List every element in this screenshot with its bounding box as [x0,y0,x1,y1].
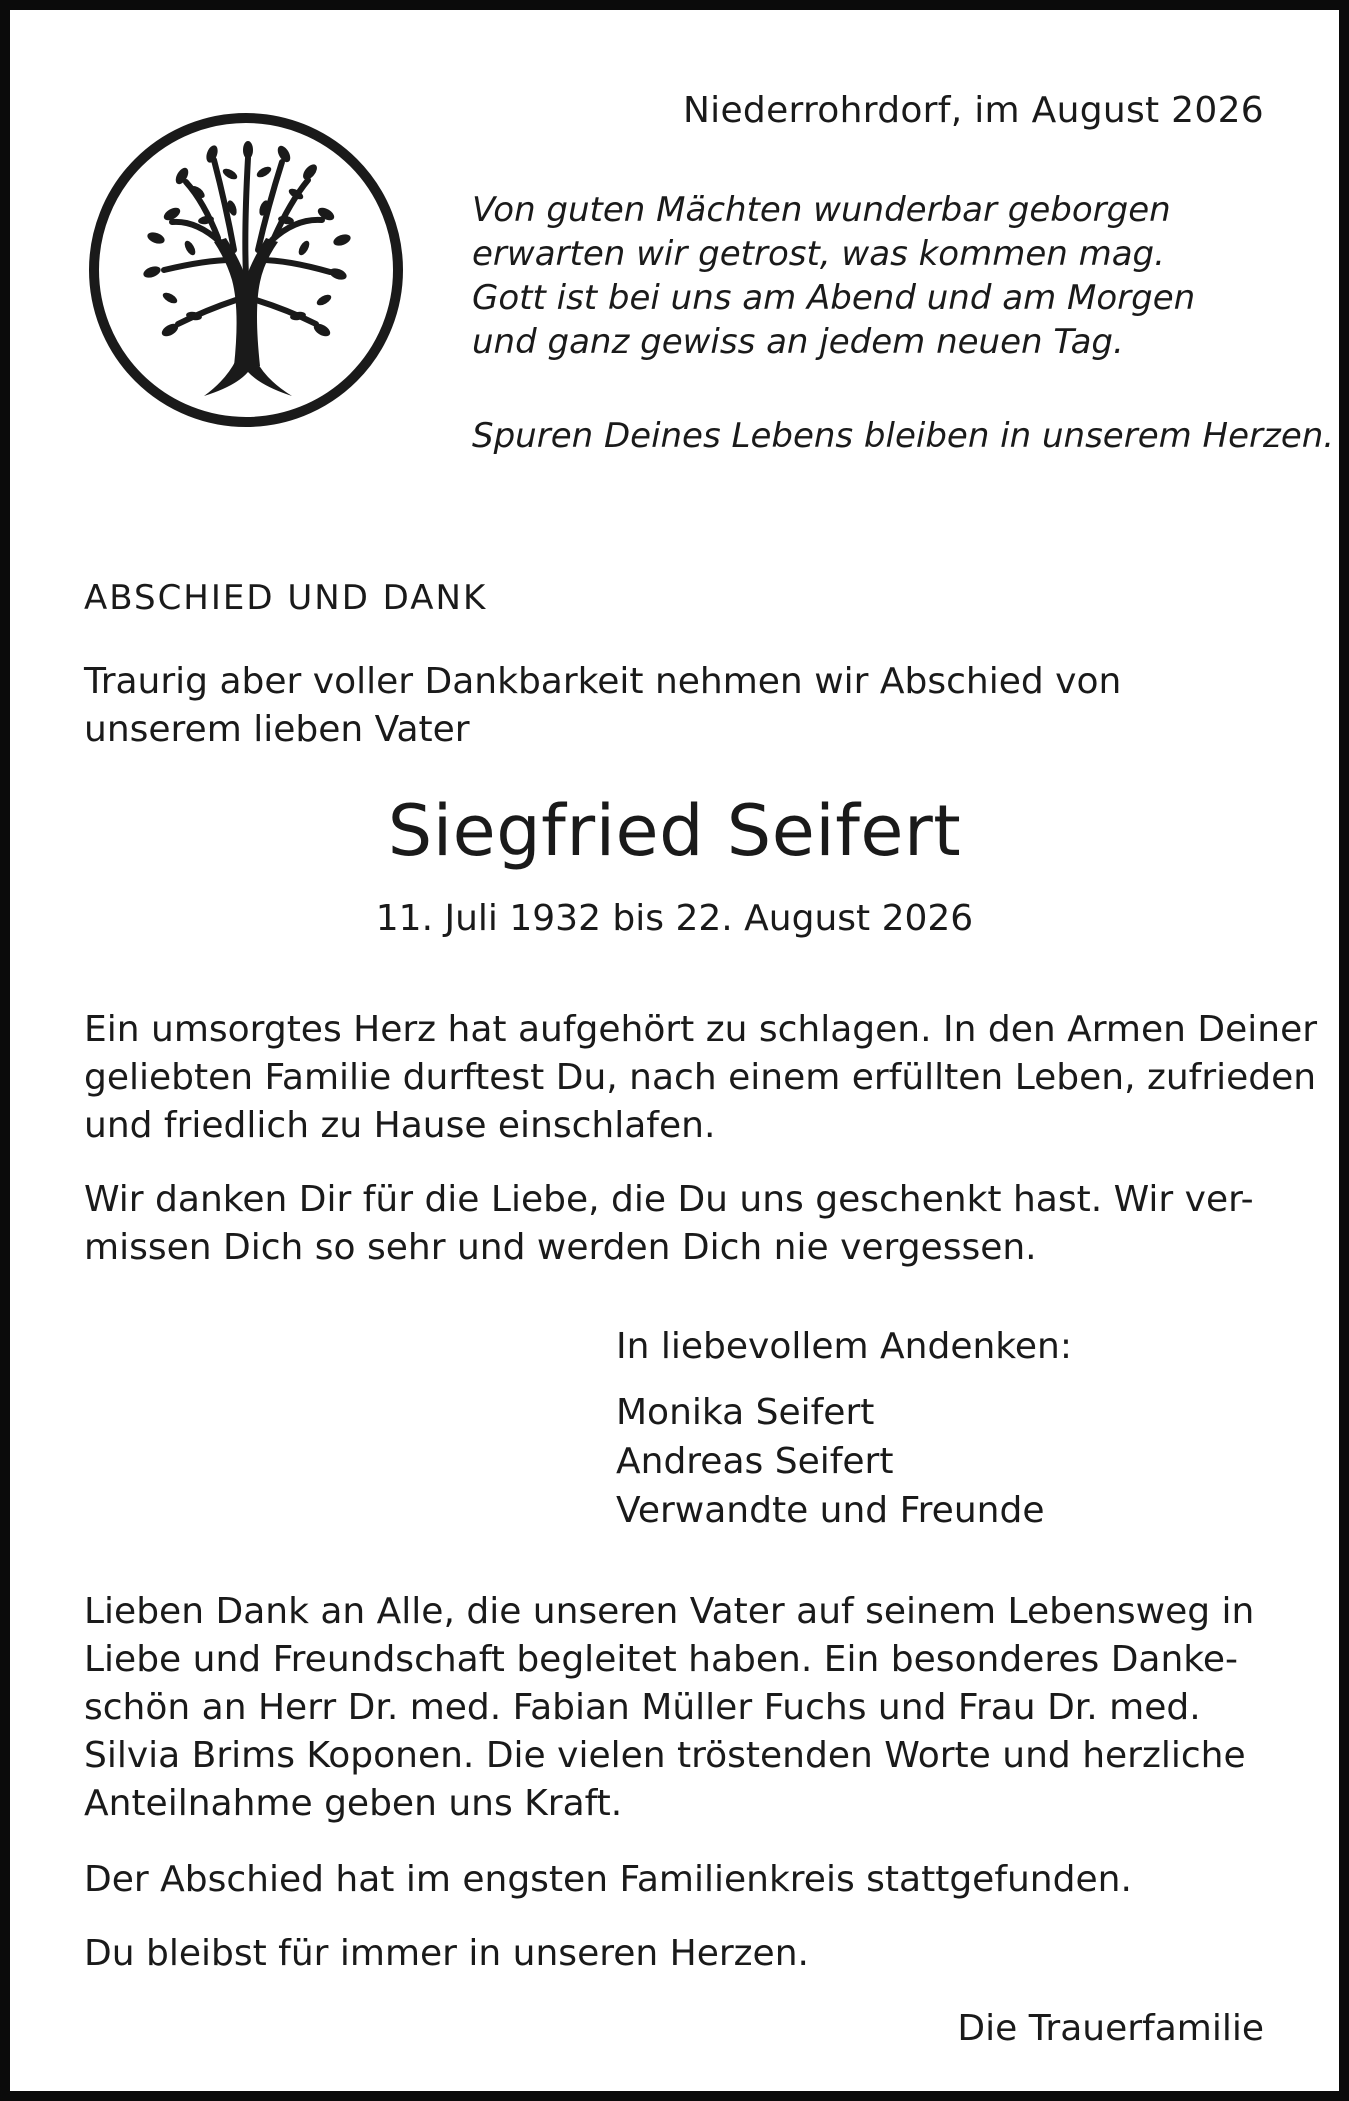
deceased-name: Siegfried Seifert [387,790,962,872]
forever-note: Du bleibst für immer in unseren Herzen. [84,1933,809,1974]
tree-of-life-icon [86,110,406,430]
poem-line: Gott ist bei uns am Abend und am Morgen [472,278,1196,318]
signer-name: Andreas Seifert [616,1441,894,1482]
paragraph-line: schön an Herr Dr. med. Fabian Müller Fuchs und Frau Dr. med. [84,1687,1201,1728]
paragraph-line: missen Dich so sehr und werden Dich nie vergessen. [84,1227,1037,1268]
poem-closing-line: Spuren Deines Lebens bleiben in unserem Herzen. [472,416,1335,456]
paragraph-line: Silvia Brims Koponen. Die vielen tröstenden Worte und herzliche [84,1735,1246,1776]
memory-line: In liebevollem Andenken: [616,1326,1072,1367]
paragraph-line: Liebe und Freundschaft begleitet haben. Ein besonderes Danke- [84,1639,1239,1680]
paragraph-heart [84,1006,1318,1150]
poem-line: Von guten Mächten wunderbar geborgen [472,190,1171,230]
paragraph-gratitude [84,1176,1284,1272]
signer-name: Monika Seifert [616,1392,875,1433]
signer-name: Verwandte und Freunde [616,1490,1045,1531]
paragraph-line: Anteilnahme geben uns Kraft. [84,1783,623,1824]
closing-signature: Die Trauerfamilie [957,2008,1264,2049]
poem-line: erwarten wir getrost, was kommen mag. [472,234,1165,274]
life-dates: 11. Juli 1932 bis 22. August 2026 [375,898,974,939]
paragraph-line: Ein umsorgtes Herz hat aufgehört zu schlagen. In den Armen Deiner [84,1009,1318,1050]
place-date: Niederrohrdorf, im August 2026 [682,90,1264,131]
farewell-note: Der Abschied hat im engsten Familienkreis stattgefunden. [84,1859,1132,1900]
poem [472,188,1292,364]
paragraph-line: geliebten Familie durftest Du, nach einem erfüllten Leben, zufrieden [84,1057,1317,1098]
notice-heading: ABSCHIED UND DANK [84,578,488,618]
signer-list [616,1388,1044,1535]
paragraph-thanks [84,1588,1284,1828]
poem-line: und ganz gewiss an jedem neuen Tag. [472,322,1124,362]
paragraph-line: Lieben Dank an Alle, die unseren Vater auf seinem Lebensweg in [84,1591,1255,1632]
paragraph-line: und friedlich zu Hause einschlafen. [84,1105,716,1146]
intro-text: Traurig aber voller Dankbarkeit nehmen wir Abschied von unserem lieben Vater [84,661,1122,750]
paragraph-line: Wir danken Dir für die Liebe, die Du uns geschenkt hast. Wir ver- [84,1179,1254,1220]
